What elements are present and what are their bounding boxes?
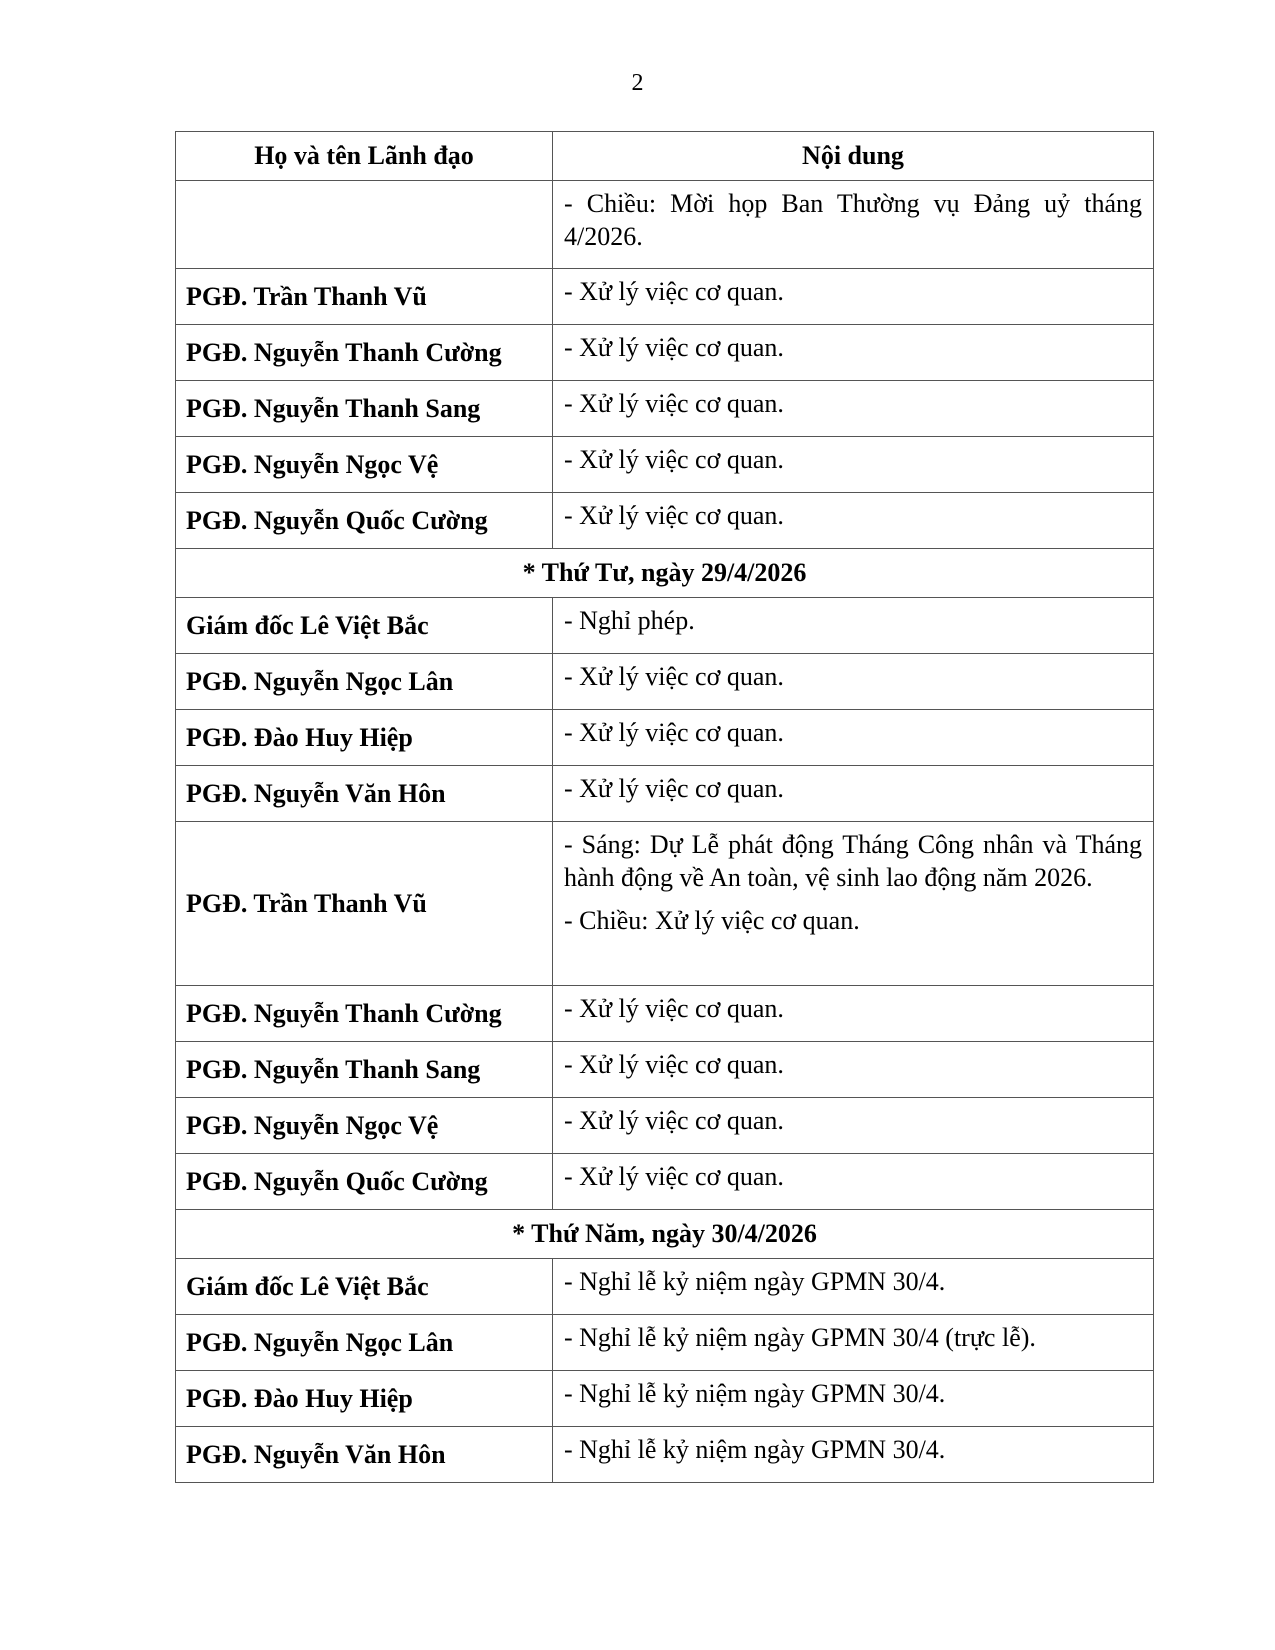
- leader-name: PGĐ. Nguyễn Văn Hôn: [176, 1427, 553, 1483]
- table-row: [176, 1427, 1154, 1483]
- task-content: [553, 1042, 1154, 1098]
- task-line: - Xử lý việc cơ quan.: [564, 774, 784, 803]
- column-header-leader: Họ và tên Lãnh đạo: [176, 132, 553, 181]
- task-content: [553, 493, 1154, 549]
- task-content: [553, 1315, 1154, 1371]
- task-line: - Xử lý việc cơ quan.: [564, 501, 784, 530]
- task-line: - Xử lý việc cơ quan.: [564, 718, 784, 747]
- task-line: - Sáng: Dự Lễ phát động Tháng Công nhân và Tháng hành động về An toàn, vệ sinh lao động năm 2026.: [564, 830, 1142, 892]
- table-row: [176, 822, 1154, 986]
- leader-name: PGĐ. Nguyễn Ngọc Lân: [176, 654, 553, 710]
- day-header-row: [176, 549, 1154, 598]
- table-row: [176, 766, 1154, 822]
- leader-name: PGĐ. Đào Huy Hiệp: [176, 1371, 553, 1427]
- task-content: [553, 1098, 1154, 1154]
- task-content: [553, 1371, 1154, 1427]
- leader-name: PGĐ. Nguyễn Ngọc Lân: [176, 1315, 553, 1371]
- task-line: - Xử lý việc cơ quan.: [564, 994, 784, 1023]
- task-content: [553, 381, 1154, 437]
- task-line: - Xử lý việc cơ quan.: [564, 333, 784, 362]
- table-row: [176, 181, 1154, 269]
- task-content: [553, 437, 1154, 493]
- task-content: [553, 766, 1154, 822]
- table-row: [176, 654, 1154, 710]
- leader-name: PGĐ. Trần Thanh Vũ: [176, 269, 553, 325]
- day-header-row: [176, 1210, 1154, 1259]
- table-row: [176, 986, 1154, 1042]
- leader-name: PGĐ. Nguyễn Quốc Cường: [176, 1154, 553, 1210]
- task-content: [553, 986, 1154, 1042]
- task-line: - Nghỉ phép.: [564, 606, 695, 635]
- day-header: * Thứ Tư, ngày 29/4/2026: [176, 549, 1154, 598]
- leader-name: PGĐ. Nguyễn Văn Hôn: [176, 766, 553, 822]
- leader-name: [176, 181, 553, 269]
- task-line: - Nghỉ lễ kỷ niệm ngày GPMN 30/4.: [564, 1267, 946, 1296]
- column-header-content: Nội dung: [553, 132, 1154, 181]
- task-content: [553, 1154, 1154, 1210]
- schedule-body: [176, 181, 1154, 1483]
- task-line: - Chiều: Mời họp Ban Thường vụ Đảng uỷ tháng 4/2026.: [564, 189, 1142, 251]
- task-line: - Xử lý việc cơ quan.: [564, 1162, 784, 1191]
- task-line: - Nghỉ lễ kỷ niệm ngày GPMN 30/4.: [564, 1379, 946, 1408]
- table-row: [176, 1371, 1154, 1427]
- task-line: - Nghỉ lễ kỷ niệm ngày GPMN 30/4 (trực lễ).: [564, 1323, 1036, 1352]
- leader-name: PGĐ. Nguyễn Thanh Cường: [176, 325, 553, 381]
- task-line: - Xử lý việc cơ quan.: [564, 1106, 784, 1135]
- table-row: [176, 493, 1154, 549]
- leader-name: Giám đốc Lê Việt Bắc: [176, 598, 553, 654]
- table-row: [176, 710, 1154, 766]
- table-row: [176, 325, 1154, 381]
- leader-name: PGĐ. Nguyễn Ngọc Vệ: [176, 1098, 553, 1154]
- leader-name: Giám đốc Lê Việt Bắc: [176, 1259, 553, 1315]
- table-row: [176, 1259, 1154, 1315]
- task-line: - Nghỉ lễ kỷ niệm ngày GPMN 30/4.: [564, 1435, 946, 1464]
- leader-name: PGĐ. Nguyễn Thanh Cường: [176, 986, 553, 1042]
- task-content: [553, 598, 1154, 654]
- table-row: [176, 437, 1154, 493]
- task-content: [553, 1427, 1154, 1483]
- task-content: [553, 654, 1154, 710]
- leader-name: PGĐ. Trần Thanh Vũ: [176, 822, 553, 986]
- task-line: - Xử lý việc cơ quan.: [564, 662, 784, 691]
- page-number: 2: [631, 70, 644, 96]
- task-line: - Xử lý việc cơ quan.: [564, 445, 784, 474]
- leader-name: PGĐ. Nguyễn Thanh Sang: [176, 1042, 553, 1098]
- task-line: - Xử lý việc cơ quan.: [564, 389, 784, 418]
- task-content: [553, 181, 1154, 269]
- leader-name: PGĐ. Nguyễn Ngọc Vệ: [176, 437, 553, 493]
- table-row: [176, 1154, 1154, 1210]
- schedule-table: [175, 131, 1154, 1483]
- table-row: [176, 598, 1154, 654]
- table-row: [176, 1315, 1154, 1371]
- leader-name: PGĐ. Nguyễn Quốc Cường: [176, 493, 553, 549]
- table-row: [176, 269, 1154, 325]
- task-content: [553, 269, 1154, 325]
- task-content: [553, 325, 1154, 381]
- leader-name: PGĐ. Nguyễn Thanh Sang: [176, 381, 553, 437]
- task-content: [553, 710, 1154, 766]
- task-line: - Chiều: Xử lý việc cơ quan.: [564, 906, 860, 935]
- table-row: [176, 1098, 1154, 1154]
- task-line: - Xử lý việc cơ quan.: [564, 1050, 784, 1079]
- task-content: [553, 1259, 1154, 1315]
- task-content: [553, 822, 1154, 986]
- table-row: [176, 1042, 1154, 1098]
- table-row: [176, 381, 1154, 437]
- day-header: * Thứ Năm, ngày 30/4/2026: [176, 1210, 1154, 1259]
- leader-name: PGĐ. Đào Huy Hiệp: [176, 710, 553, 766]
- task-line: - Xử lý việc cơ quan.: [564, 277, 784, 306]
